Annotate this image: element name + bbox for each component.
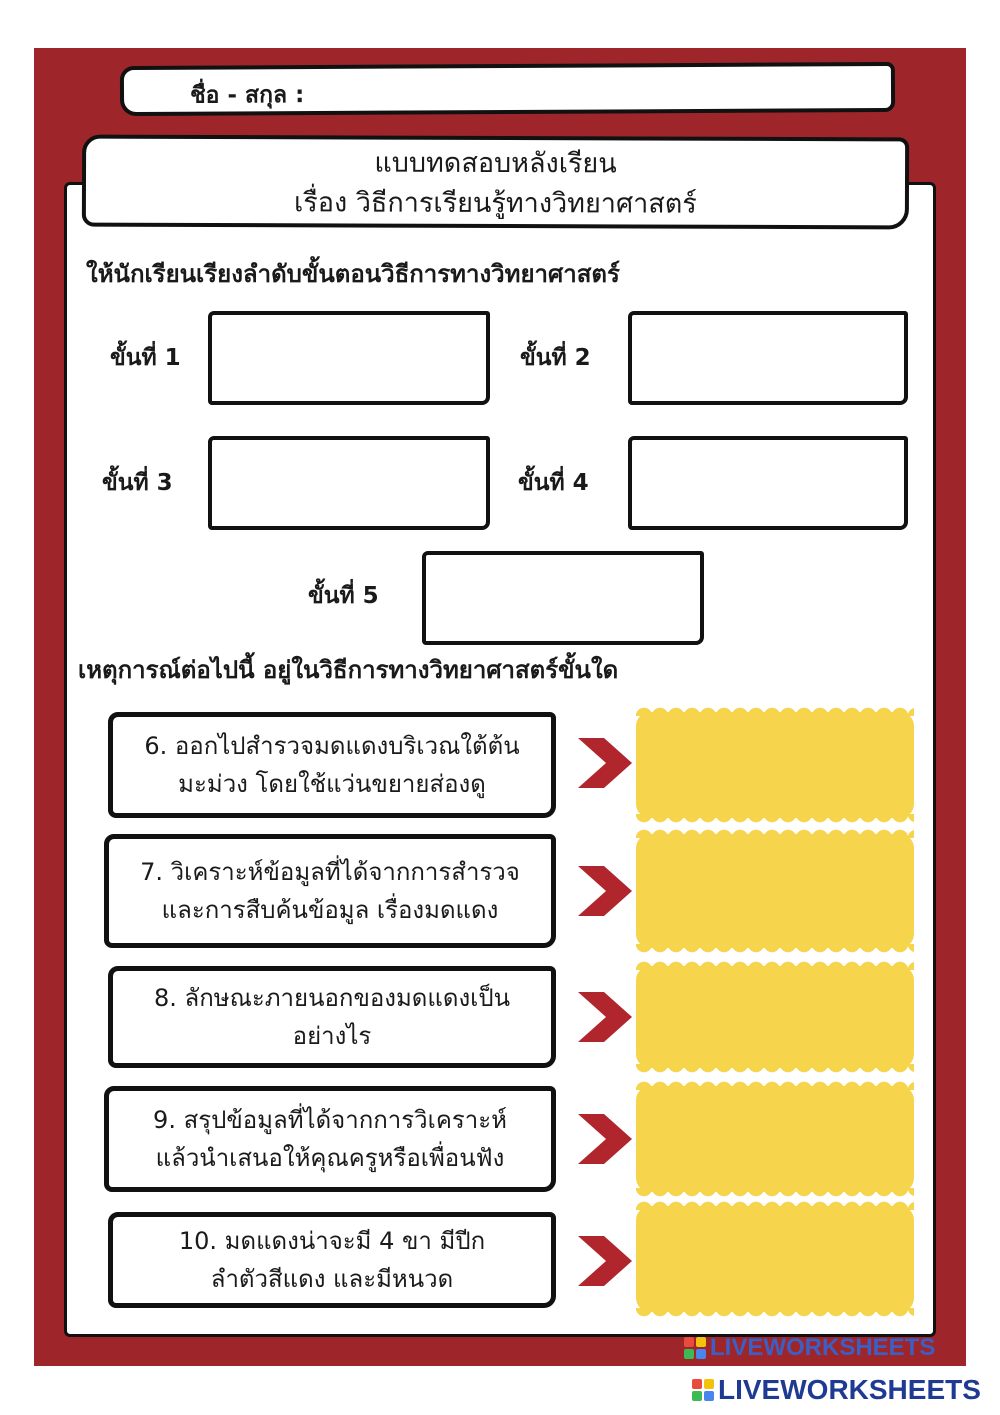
liveworksheets-logo-text: LIVEWORKSHEETS: [718, 1374, 981, 1405]
step-3-answer-box[interactable]: [208, 436, 490, 530]
question-7-line2: และการสืบค้นข้อมูล เรื่องมดแดง: [161, 896, 499, 924]
question-6-card: [108, 712, 556, 818]
question-9-line1: 9. สรุปข้อมูลที่ได้จากการวิเคราะห์: [153, 1106, 507, 1134]
step-1-label: ขั้นที่ 1: [110, 345, 181, 371]
liveworksheets-logo: [692, 1374, 981, 1406]
question-8-text: [154, 979, 510, 1055]
worksheet-title: แบบทดสอบหลังเรียน: [374, 147, 617, 180]
question-10-line1: 10. มดแดงน่าจะมี 4 ขา มีปีก: [178, 1227, 486, 1255]
question-10-answer-box[interactable]: [636, 1206, 914, 1312]
chevron-right-icon: [578, 1236, 632, 1286]
question-7-text: [140, 853, 520, 929]
question-8-answer-box[interactable]: [636, 966, 914, 1068]
step-2-label: ขั้นที่ 2: [520, 345, 591, 371]
step-2-answer-box[interactable]: [628, 311, 908, 405]
question-9-card: [104, 1086, 556, 1192]
question-9-answer-box[interactable]: [636, 1086, 914, 1192]
name-field[interactable]: [120, 62, 895, 116]
liveworksheets-logo-overlay: [684, 1334, 935, 1362]
step-4-answer-box[interactable]: [628, 436, 908, 530]
title-banner: [82, 135, 909, 230]
question-6-text: [144, 727, 519, 803]
question-9-line2: แล้วนำเสนอให้คุณครูหรือเพื่อนฟัง: [155, 1144, 505, 1172]
step-5-label: ขั้นที่ 5: [308, 583, 379, 609]
section2-instruction: เหตุการณ์ต่อไปนี้ อยู่ในวิธีการทางวิทยาศาสตร์ขั้นใด: [78, 656, 619, 684]
liveworksheets-logo-text: LIVEWORKSHEETS: [710, 1334, 936, 1361]
chevron-right-icon: [578, 1114, 632, 1164]
question-9-text: [153, 1101, 507, 1177]
step-1-answer-box[interactable]: [208, 311, 490, 405]
chevron-right-icon: [578, 992, 632, 1042]
question-10-text: [179, 1222, 485, 1298]
worksheet-subtitle: เรื่อง วิธีการเรียนรู้ทางวิทยาศาสตร์: [293, 187, 697, 220]
step-5-answer-box[interactable]: [422, 551, 704, 645]
question-10-line2: ลำตัวสีแดง และมีหนวด: [210, 1265, 454, 1293]
step-3-label: ขั้นที่ 3: [102, 470, 173, 496]
question-7-answer-box[interactable]: [636, 834, 914, 948]
question-8-card: [108, 966, 556, 1068]
question-6-answer-box[interactable]: [636, 712, 914, 818]
liveworksheets-logo-icon: [692, 1379, 714, 1401]
question-6-line1: 6. ออกไปสำรวจมดแดงบริเวณใต้ต้น: [144, 732, 520, 760]
question-10-card: [108, 1212, 556, 1308]
question-8-line1: 8. ลักษณะภายนอกของมดแดงเป็น: [153, 984, 510, 1012]
step-4-label: ขั้นที่ 4: [518, 470, 589, 496]
liveworksheets-logo-icon: [684, 1337, 706, 1359]
question-6-line2: มะม่วง โดยใช้แว่นขยายส่องดู: [178, 770, 486, 798]
name-label: ชื่อ - สกุล :: [189, 82, 305, 109]
chevron-right-icon: [578, 738, 632, 788]
question-7-line1: 7. วิเคราะห์ข้อมูลที่ได้จากการสำรวจ: [140, 858, 520, 886]
question-7-card: [104, 834, 556, 948]
section1-instruction: ให้นักเรียนเรียงลำดับขั้นตอนวิธีการทางวิทยาศาสตร์: [86, 260, 620, 288]
chevron-right-icon: [578, 866, 632, 916]
question-8-line2: อย่างไร: [292, 1022, 372, 1050]
